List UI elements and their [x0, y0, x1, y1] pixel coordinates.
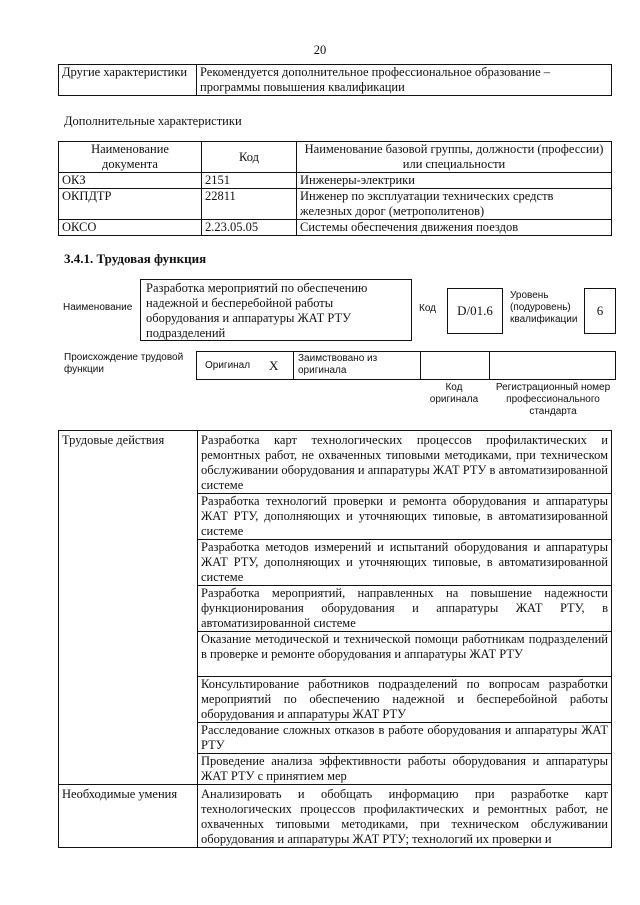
labor-action-item: Разработка мероприятий, направленных на повышение надежности функционирования оборудования и аппаратуры ЖАТ РТУ, в автоматизированной системе	[198, 586, 612, 632]
additional-characteristics-title: Дополнительные характеристики	[64, 114, 242, 128]
table-row	[59, 220, 612, 236]
skills-label: Необходимые умения	[59, 785, 198, 848]
name-label: Наименование	[63, 302, 133, 313]
registration-number-caption: Регистрационный номер профессионального стандарта	[495, 382, 611, 417]
table-row	[59, 785, 612, 848]
other-characteristics-table	[58, 64, 612, 96]
function-name-box: Разработка мероприятий по обеспечению надежной и бесперебойной работы оборудования и аппаратуры ЖАТ РТУ подразделений	[140, 279, 412, 341]
original-mark: X	[269, 358, 279, 373]
labor-action-item: Разработка технологий проверки и ремонта оборудования и аппаратуры ЖАТ РТУ, дополняющих и уточняющих типовые, в автоматизированной системе	[198, 494, 612, 540]
row-name: Инженеры-электрики	[297, 173, 612, 189]
skill-item: Анализировать и обобщать информацию при разработке карт технологических процессов профилактических и ремонтных работ, не охваченных типовыми методиками, при техническом обслуживании оборудования и аппаратуры ЖАТ РТУ; технологий их проверки и	[198, 785, 612, 848]
other-characteristics-value: Рекомендуется дополнительное профессиональное образование – программы повышения квалификации	[197, 65, 612, 96]
code-label: Код	[419, 303, 437, 314]
row-code: 2151	[202, 173, 297, 189]
other-characteristics-label: Другие характеристики	[59, 65, 197, 96]
row-doc: ОКПДТР	[59, 189, 202, 220]
labor-action-item: Расследование сложных отказов в работе оборудования и аппаратуры ЖАТ РТУ	[198, 723, 612, 754]
table-row	[59, 173, 612, 189]
table-row	[59, 189, 612, 220]
labor-actions-table	[58, 430, 612, 848]
row-doc: ОКЗ	[59, 173, 202, 189]
labor-action-item: Оказание методической и технической помощи работникам подразделений в проверке и ремонте оборудования и аппаратуры ЖАТ РТУ	[198, 632, 612, 677]
labor-action-item: Консультирование работников подразделений по вопросам разработки мероприятий по обеспечению надежной и бесперебойной работы оборудования и аппаратуры ЖАТ РТУ	[198, 677, 612, 723]
level-value-box: 6	[584, 288, 616, 334]
original-label: Оригинал	[205, 360, 251, 371]
origin-divider	[293, 351, 294, 380]
borrowed-label: Заимствовано из оригинала	[298, 353, 378, 376]
labor-actions-label: Трудовые действия	[59, 431, 198, 785]
level-label: Уровень (подуровень) квалификации	[510, 290, 578, 325]
header-code: Код	[202, 142, 297, 173]
row-name: Системы обеспечения движения поездов	[297, 220, 612, 236]
labor-action-item: Разработка методов измерений и испытаний оборудования и аппаратуры ЖАТ РТУ, дополняющих и уточняющих типовые, в автоматизированной системе	[198, 540, 612, 586]
row-code: 22811	[202, 189, 297, 220]
function-code-box: D/01.6	[447, 288, 503, 334]
row-name: Инженер по эксплуатации технических средств железных дорог (метрополитенов)	[297, 189, 612, 220]
section-heading: 3.4.1. Трудовая функция	[64, 251, 207, 266]
row-code: 2.23.05.05	[202, 220, 297, 236]
table-row	[59, 431, 612, 494]
labor-action-item: Разработка карт технологических процессов профилактических и ремонтных работ, не охваченных типовыми методиками, при техническом обслуживании оборудования и аппаратуры ЖАТ РТУ в автоматизированной системе	[198, 431, 612, 494]
origin-divider	[420, 351, 421, 380]
header-name: Наименование базовой группы, должности (профессии) или специальности	[297, 142, 612, 173]
additional-characteristics-table	[58, 141, 612, 236]
row-doc: ОКСО	[59, 220, 202, 236]
origin-box	[196, 351, 616, 380]
origin-label: Происхождение трудовой функции	[64, 352, 184, 375]
code-original-caption: Код оригинала	[429, 382, 479, 405]
page-number: 20	[313, 43, 327, 57]
labor-action-item: Проведение анализа эффективности работы оборудования и аппаратуры ЖАТ РТУ с принятием мер	[198, 754, 612, 785]
table-header-row	[59, 142, 612, 173]
origin-divider	[489, 351, 490, 380]
header-doc: Наименование документа	[59, 142, 202, 173]
